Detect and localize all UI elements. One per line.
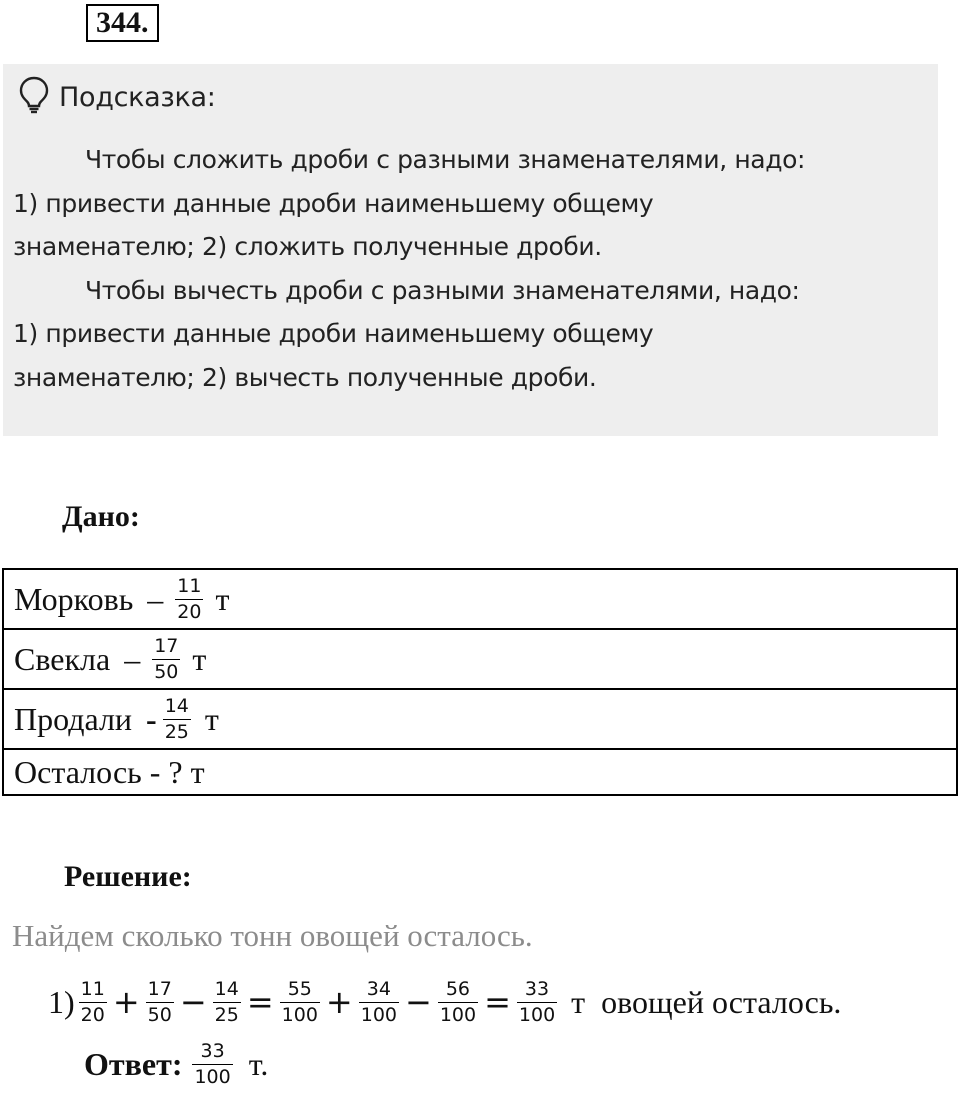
given-row — [4, 750, 956, 794]
hint-line: знаменателю; 2) вычесть полученные дроби. — [13, 362, 597, 392]
numerator: 17 — [154, 635, 179, 657]
fraction — [359, 978, 399, 1026]
operator: + — [112, 983, 140, 1021]
operator: = — [246, 983, 274, 1021]
fraction — [163, 695, 191, 743]
given-row — [4, 690, 956, 750]
numerator: 14 — [214, 978, 239, 1000]
given-table — [2, 568, 958, 796]
fraction — [192, 1040, 232, 1088]
problem-number — [86, 4, 159, 42]
unit: т — [215, 580, 230, 617]
fraction — [175, 575, 203, 623]
fraction-bar — [175, 599, 203, 600]
hint-line: Чтобы вычесть дроби с разными знаменателями, надо: — [85, 275, 800, 305]
numerator: 14 — [164, 695, 189, 717]
operator: − — [405, 983, 432, 1021]
hint-body — [13, 138, 933, 399]
result-text: т овощей осталось. — [571, 983, 842, 1020]
hint-panel — [3, 64, 938, 436]
fraction — [79, 978, 107, 1026]
denominator: 50 — [154, 661, 179, 683]
denominator: 50 — [147, 1004, 172, 1026]
fraction-bar — [192, 1064, 232, 1065]
denominator: 20 — [177, 601, 202, 623]
fraction — [152, 635, 180, 683]
fraction — [280, 978, 320, 1026]
answer-label: Ответ: — [84, 1045, 183, 1082]
hint-line: знаменателю; 2) сложить полученные дроби. — [13, 232, 602, 261]
numerator: 56 — [445, 978, 471, 1000]
denominator: 100 — [360, 1004, 397, 1026]
fraction-bar — [359, 1002, 399, 1003]
numerator: 11 — [80, 978, 105, 1000]
problem-number-value: 344 — [96, 6, 141, 39]
given-separator: – — [124, 640, 141, 677]
denominator: 25 — [164, 721, 189, 743]
lightbulb-icon — [19, 76, 49, 118]
denominator: 20 — [80, 1004, 105, 1026]
given-label: Осталось - ? т — [14, 753, 205, 790]
given-separator: - — [146, 700, 157, 737]
operator: = — [484, 983, 511, 1021]
problem-number-dot: . — [141, 6, 149, 39]
solution-heading: Решение: — [64, 860, 192, 893]
denominator: 100 — [518, 1004, 556, 1026]
numerator: 34 — [366, 978, 391, 1000]
fraction-bar — [146, 1002, 174, 1003]
given-separator: – — [147, 580, 164, 617]
fraction-bar — [152, 659, 180, 660]
fraction-bar — [213, 1002, 241, 1003]
numerator: 33 — [200, 1040, 225, 1062]
denominator: 100 — [281, 1004, 318, 1026]
unit: т — [204, 700, 219, 737]
fraction-bar — [517, 1002, 557, 1003]
hint-line: 1) привести данные дроби наименьшему общему — [13, 188, 654, 218]
hint-line: Чтобы сложить дроби с разными знаменателями, надо: — [85, 145, 806, 174]
hint-header — [19, 76, 216, 118]
hint-title: Подсказка: — [59, 81, 216, 113]
fraction-bar — [79, 1002, 107, 1003]
fraction-bar — [163, 719, 191, 720]
denominator: 100 — [439, 1004, 477, 1026]
answer — [84, 1040, 268, 1088]
given-heading: Дано: — [62, 500, 140, 533]
given-label: Продали — [14, 700, 133, 737]
numerator: 11 — [177, 575, 202, 597]
numerator: 55 — [287, 978, 312, 1000]
given-row — [4, 630, 956, 690]
unit: т — [192, 640, 207, 677]
denominator: 25 — [214, 1004, 239, 1026]
fraction — [213, 978, 241, 1026]
given-label: Свекла — [14, 640, 111, 677]
hint-line: 1) привести данные дроби наименьшему общему — [13, 319, 654, 348]
solution-note: Найдем сколько тонн овощей осталось. — [12, 918, 533, 953]
fraction-bar — [438, 1002, 478, 1003]
answer-unit: т. — [248, 1045, 269, 1082]
numerator: 33 — [524, 978, 550, 1000]
given-label: Морковь — [14, 580, 134, 617]
numerator: 17 — [147, 978, 172, 1000]
given-row — [4, 570, 956, 630]
fraction-bar — [280, 1002, 320, 1003]
fraction — [517, 978, 557, 1026]
solution-step — [48, 978, 841, 1026]
operator: + — [325, 983, 353, 1021]
step-label: 1) — [48, 983, 75, 1020]
operator: − — [179, 983, 207, 1021]
denominator: 100 — [194, 1066, 231, 1088]
fraction — [146, 978, 174, 1026]
fraction — [438, 978, 478, 1026]
